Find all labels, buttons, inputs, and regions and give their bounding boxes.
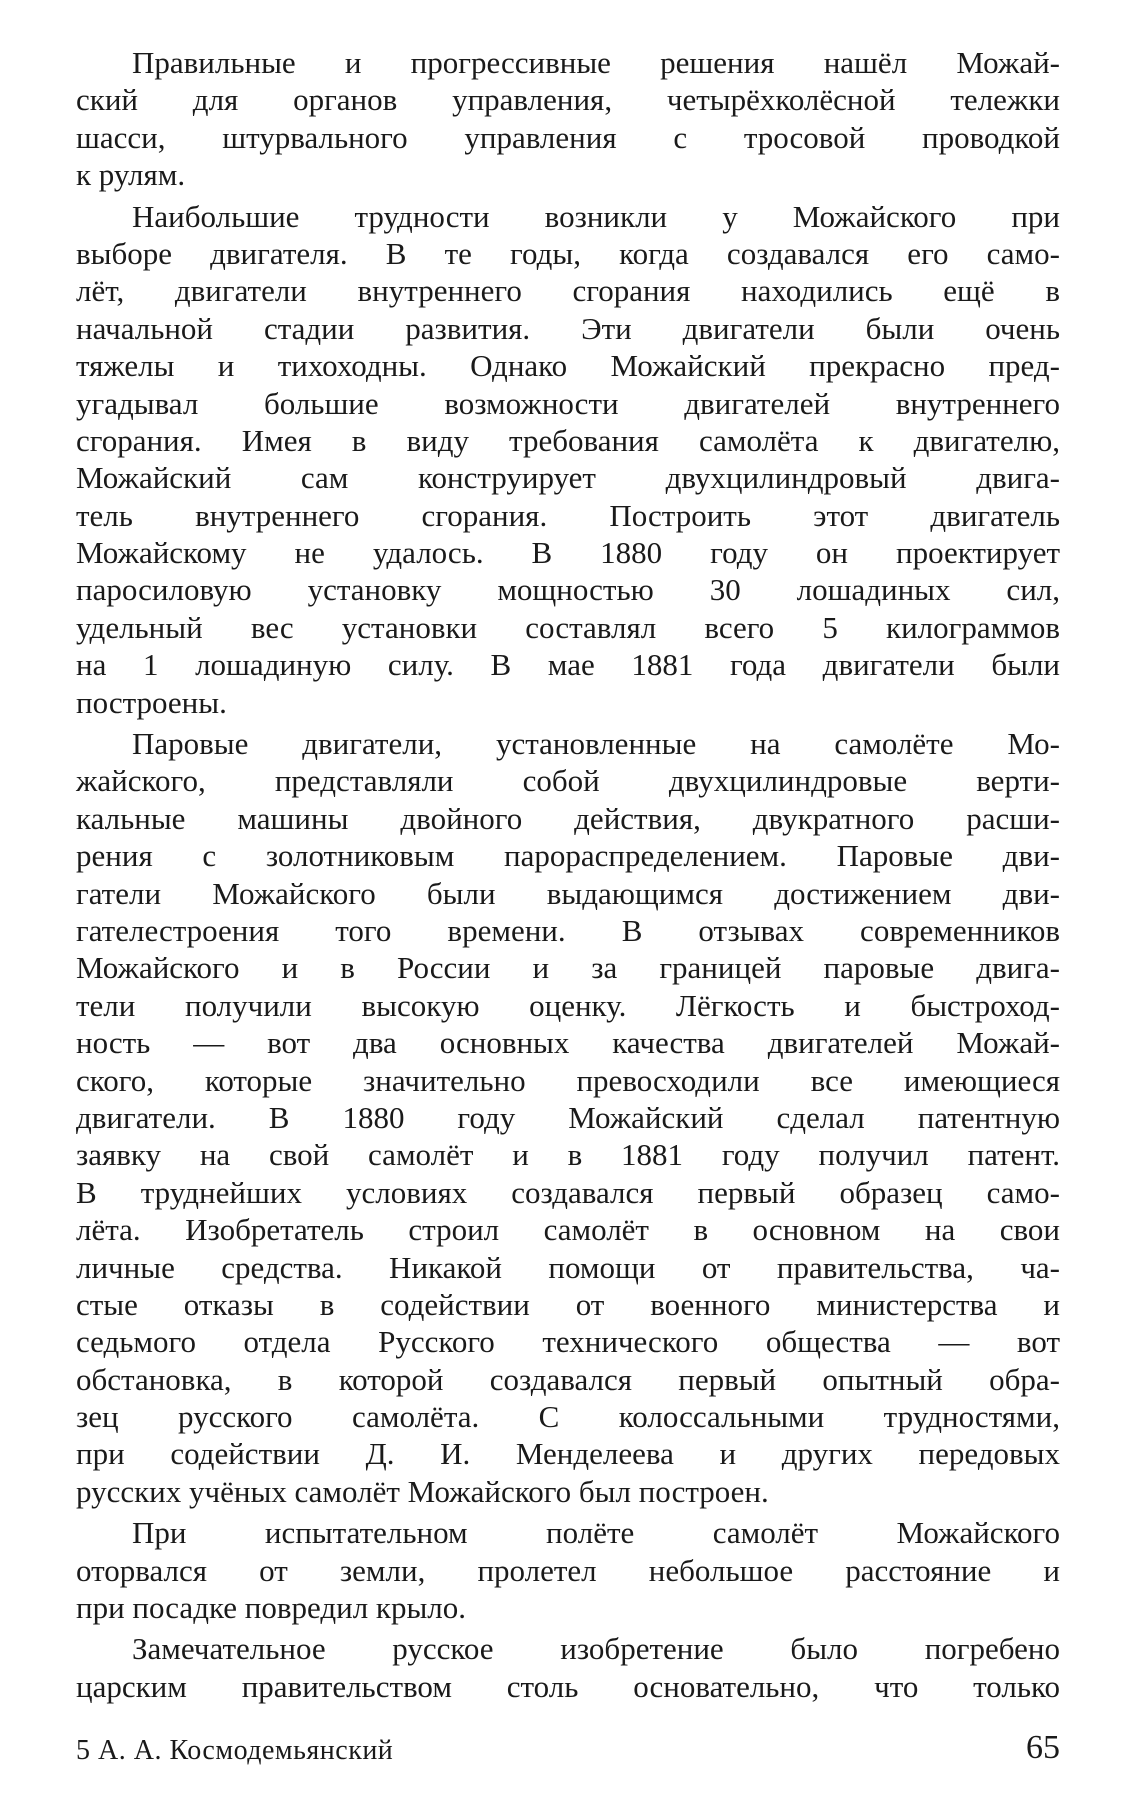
text-line: Можайский сам конструирует двухцилиндровый двига- bbox=[76, 460, 1060, 496]
text-line: при содействии Д. И. Менделеева и других передовых bbox=[76, 1436, 1060, 1472]
text-line: зец русского самолёта. С колоссальными трудностями, bbox=[76, 1399, 1060, 1435]
text-line: лёта. Изобретатель строил самолёт в основном на свои bbox=[76, 1212, 1060, 1248]
page-number: 65 bbox=[1026, 1729, 1060, 1766]
text-line: удельный вес установки составлял всего 5 килограммов bbox=[76, 609, 1060, 645]
paragraph bbox=[76, 1630, 1060, 1705]
text-line: выборе двигателя. В те годы, когда создавался его само- bbox=[76, 235, 1060, 271]
text-line: ского, которые значительно превосходили все имеющиеся bbox=[76, 1062, 1060, 1098]
page-text-body bbox=[76, 44, 1060, 1709]
text-line: на 1 лошадиную силу. В мае 1881 года двигатели были bbox=[76, 647, 1060, 683]
text-line: ность — вот два основных качества двигателей Можай- bbox=[76, 1025, 1060, 1061]
text-line: двигатели. В 1880 году Можайский сделал патентную bbox=[76, 1099, 1060, 1135]
text-line: В труднейших условиях создавался первый образец само- bbox=[76, 1174, 1060, 1210]
text-line: шасси, штурвального управления с тросовой проводкой bbox=[76, 119, 1060, 155]
text-line: кальные машины двойного действия, двукратного расши- bbox=[76, 800, 1060, 836]
text-line: начальной стадии развития. Эти двигатели были очень bbox=[76, 310, 1060, 346]
text-line: гатели Можайского были выдающимся достижением дви- bbox=[76, 875, 1060, 911]
text-line: Паровые двигатели, установленные на самолёте Мо- bbox=[132, 726, 1060, 762]
text-line: Наибольшие трудности возникли у Можайского при bbox=[132, 198, 1060, 234]
text-line: гателестроения того времени. В отзывах современников bbox=[76, 912, 1060, 948]
text-line: к рулям. bbox=[76, 157, 186, 193]
text-line: обстановка, в которой создавался первый опытный обра- bbox=[76, 1361, 1060, 1397]
text-line: угадывал большие возможности двигателей внутреннего bbox=[76, 385, 1060, 421]
paragraph bbox=[76, 1514, 1060, 1626]
text-line: тели получили высокую оценку. Лёгкость и быстроход- bbox=[76, 987, 1060, 1023]
text-line: заявку на свой самолёт и в 1881 году получил патент. bbox=[76, 1137, 1060, 1173]
text-line: русских учёных самолёт Можайского был построен. bbox=[76, 1473, 769, 1509]
text-line: стые отказы в содействии от военного министерства и bbox=[76, 1286, 1060, 1322]
text-line: Правильные и прогрессивные решения нашёл Можай- bbox=[132, 45, 1060, 80]
text-line: тель внутреннего сгорания. Построить этот двигатель bbox=[76, 497, 1060, 533]
text-line: При испытательном полёте самолёт Можайского bbox=[132, 1515, 1060, 1551]
text-line: Можайскому не удалось. В 1880 году он проектирует bbox=[76, 535, 1060, 571]
text-line: лёт, двигатели внутреннего сгорания находились ещё в bbox=[76, 273, 1060, 309]
text-line: личные средства. Никакой помощи от правительства, ча- bbox=[76, 1249, 1060, 1285]
text-line: седьмого отдела Русского технического общества — вот bbox=[76, 1324, 1060, 1360]
signature-mark: 5 А. А. Космодемьянский bbox=[76, 1735, 394, 1766]
page-footer bbox=[76, 1729, 1060, 1775]
text-line: Замечательное русское изобретение было погребено bbox=[132, 1631, 1060, 1667]
paragraph bbox=[76, 725, 1060, 1510]
paragraph bbox=[76, 44, 1060, 194]
text-line: царским правительством столь основательно, что только bbox=[76, 1668, 1060, 1704]
text-line: тяжелы и тихоходны. Однако Можайский прекрасно пред- bbox=[76, 348, 1060, 384]
text-line: оторвался от земли, пролетел небольшое расстояние и bbox=[76, 1552, 1060, 1588]
text-line: построены. bbox=[76, 684, 227, 720]
paragraph bbox=[76, 198, 1060, 721]
text-line: паросиловую установку мощностью 30 лошадиных сил, bbox=[76, 572, 1060, 608]
text-line: сгорания. Имея в виду требования самолёта к двигателю, bbox=[76, 422, 1060, 458]
text-line: Можайского и в России и за границей паровые двига- bbox=[76, 950, 1060, 986]
text-line: при посадке повредил крыло. bbox=[76, 1590, 467, 1626]
text-line: рения с золотниковым парораспределением. Паровые дви- bbox=[76, 838, 1060, 874]
text-line: жайского, представляли собой двухцилиндровые верти- bbox=[76, 763, 1060, 799]
text-line: ский для органов управления, четырёхколёсной тележки bbox=[76, 82, 1060, 118]
